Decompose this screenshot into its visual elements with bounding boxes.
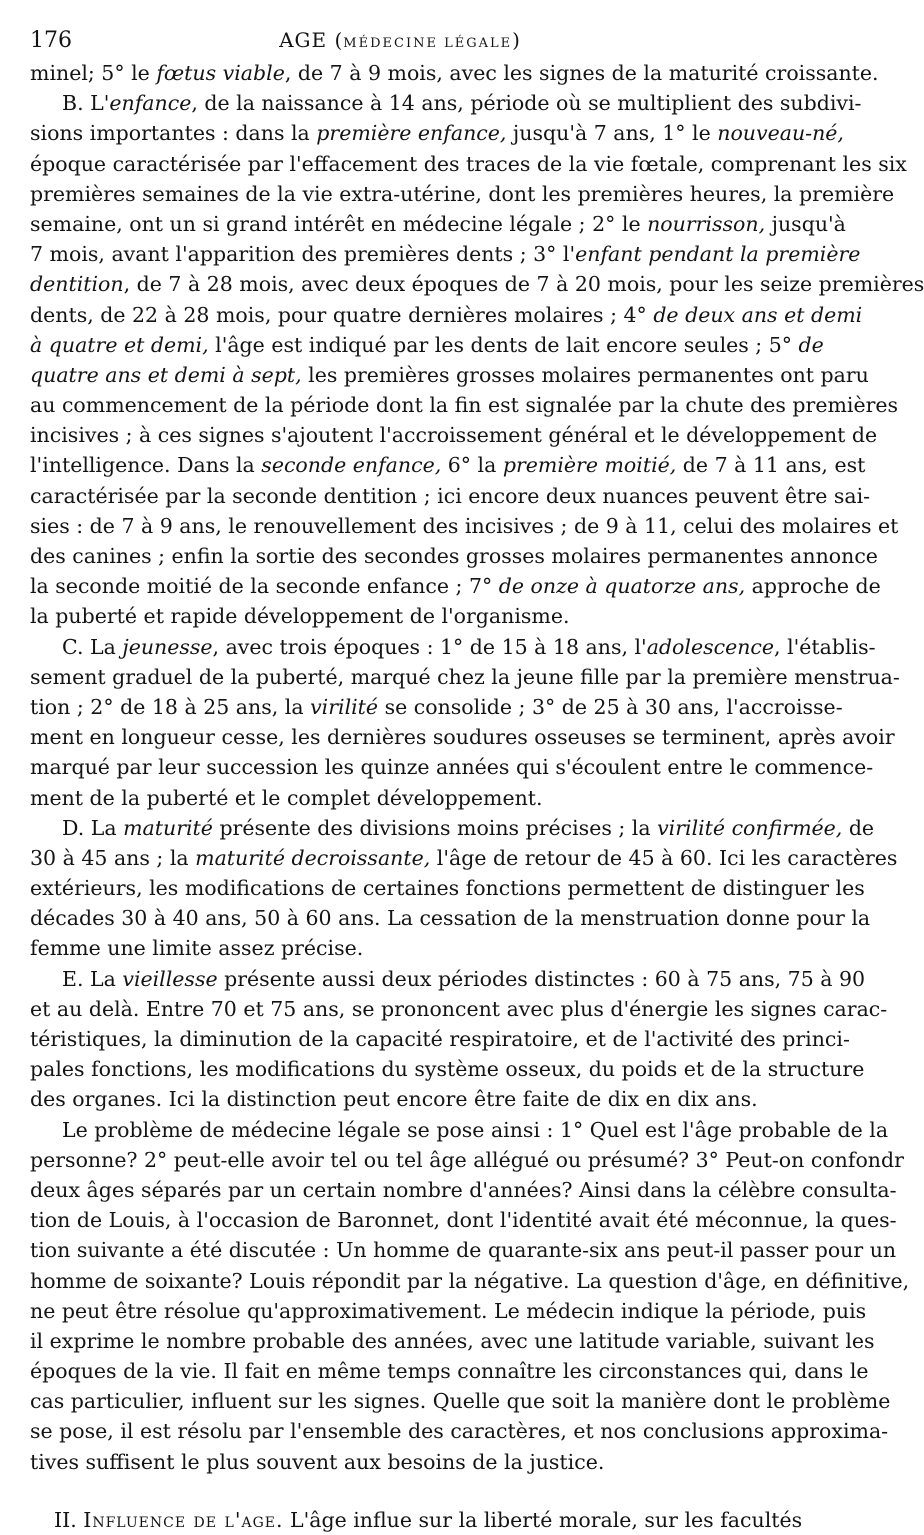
italic-term: de deux ans et demi [653,302,863,327]
text-run: l'intelligence. Dans la [30,453,262,478]
text-run: incisives ; à ces signes s'ajoutent l'accroissement général et le développement de [30,423,878,448]
text-line [30,813,875,843]
italic-term: première moitié, [502,453,677,478]
text-run: E. La [62,966,123,991]
text-run: deux âges séparés par un certain nombre d'années? Ainsi dans la célèbre consulta- [30,1177,897,1202]
text-run: , l'établis- [774,634,876,659]
italic-term: enfance [109,91,192,116]
text-line [30,632,876,662]
text-line [30,903,871,933]
text-run: Le problème de médecine légale se pose ainsi : 1° Quel est l'âge probable de la [62,1117,889,1142]
text-run: dents, de 22 à 28 mois, pour quatre dernières molaires ; 4° [30,302,654,327]
text-run: 7 mois, avant l'apparition des premières dents ; 3° l' [30,242,576,267]
text-run: personne? 2° peut-elle avoir tel ou tel âge allégué ou présumé? 3° Peut-on confondr [30,1147,904,1172]
text-line [30,1296,867,1326]
text-run: 6° la [441,453,503,478]
text-run: époques de la vie. Il fait en même temps connaître les circonstances qui, dans le [30,1359,869,1384]
text-line [30,843,898,873]
text-line [30,1356,869,1386]
text-run: de [842,815,875,840]
text-run: sement graduel de la puberté, marqué chez la jeune fille par la première menstrua- [30,664,900,689]
text-line [30,149,907,179]
page-number: 176 [30,28,72,53]
text-line [30,1115,889,1145]
text-line [30,88,862,118]
italic-term: enfant pendant la première [575,242,861,267]
italic-term: maturité [123,815,213,840]
italic-term: à quatre et demi, [30,332,209,357]
text-line [30,390,899,420]
text-run: ment en longueur cesse, les dernières soudures osseuses se terminent, après avoir [30,725,895,750]
text-run: présente des divisions moins précises ; la [212,815,658,840]
text-line [30,450,866,480]
section-number: II. [54,1507,77,1532]
text-line [30,118,844,148]
text-run: les premières grosses molaires permanentes ont paru [301,362,869,387]
text-run: semaine, ont un si grand intérêt en médecine légale ; 2° le [30,211,648,236]
text-run: minel; 5° le [30,61,157,85]
text-run: , de 7 à 9 mois, avec les signes de la maturité croissante. [284,61,879,85]
text-run: B. L' [62,91,110,116]
text-run: au commencement de la période dont la fin est signalée par la chute des premières [30,393,899,418]
text-line [30,511,899,541]
text-run: et au delà. Entre 70 et 75 ans, se prononcent avec plus d'énergie les signes carac- [30,996,888,1021]
text-line [30,1205,897,1235]
text-run: femme une limite assez précise. [30,936,364,961]
text-line [30,1447,770,1477]
text-line [30,662,900,692]
text-run: , de la naissance à 14 ans, période où se multiplient des subdivi- [191,91,862,116]
text-run: caractérisée par la seconde dentition ; ici encore deux nuances peuvent être sai- [30,483,871,508]
text-line [30,1416,889,1446]
text-run: téristiques, la diminution de la capacité respiratoire, et de l'activité des princi- [30,1027,850,1051]
text-run: sions importantes : dans la [30,121,317,146]
running-title-main: AGE ( [279,28,344,52]
text-line [30,209,846,239]
text-line [30,1386,891,1416]
running-header [30,24,770,58]
text-line [30,269,924,299]
section-gap [30,1477,770,1505]
text-line [30,481,871,511]
text-run: sies : de 7 à 9 ans, le renouvellement des incisives ; de 9 à 11, celui des molaires et [30,513,899,538]
body-text [30,58,924,1477]
text-line [30,300,863,330]
text-line [30,1326,875,1356]
text-run: ne peut être résolue qu'approximativement. Le médecin indique la période, puis [30,1298,867,1323]
italic-term: jeunesse [122,634,213,659]
text-run: extérieurs, les modifications de certaines fonctions permettent de distinguer les [30,876,865,901]
running-title-sub: MÉDECINE LÉGALE [343,36,513,51]
text-line [30,783,770,813]
text-line [30,994,888,1024]
italic-term: virilité confirmée, [657,815,843,840]
italic-term: dentition [30,272,124,297]
text-run: des canines ; enfin la sortie des secondes grosses molaires permanentes annonce [30,544,878,568]
text-run: C. La [62,634,123,659]
section-lead-text: L'âge influe sur la liberté morale, sur les facultés [283,1507,803,1532]
text-line [30,179,895,209]
text-run: il exprime le nombre probable des années, avec une latitude variable, suivant les [30,1328,875,1353]
text-run: décades 30 à 40 ans, 50 à 60 ans. La cessation de la menstruation donne pour la [30,906,871,931]
text-line [30,1145,904,1175]
running-title [30,28,770,52]
text-line [30,964,866,994]
italic-term: nourrisson, [647,211,766,236]
italic-term: première enfance, [316,121,507,146]
text-line [30,1175,897,1205]
text-line [30,330,824,360]
text-line [30,722,895,752]
text-run: l'âge de retour de 45 à 60. Ici les caractères [430,845,898,870]
running-title-close: ) [512,28,521,52]
italic-term: seconde enfance, [261,453,442,478]
text-run: tion de Louis, à l'occasion de Baronnet, dont l'identité avait été méconnue, la ques- [30,1208,897,1233]
text-run: , de 7 à 28 mois, avec deux époques de 7 à 20 mois, pour les seize premières [123,272,924,297]
text-line [30,1054,865,1084]
text-line [30,571,881,601]
text-line [30,1084,770,1114]
italic-term: de [798,332,824,357]
text-run: tives suffisent le plus souvent aux besoins de la justice. [30,1449,605,1474]
text-run: se pose, il est résolu par l'ensemble des caractères, et nos conclusions approxima- [30,1419,889,1444]
italic-term: de onze à quatorze ans, [498,574,746,599]
text-run: tion ; 2° de 18 à 25 ans, la [30,694,311,719]
text-run: jusqu'à [765,211,846,236]
italic-term: vieillesse [122,966,218,991]
text-run: se consolide ; 3° de 25 à 30 ans, l'accroisse- [378,694,843,719]
italic-term: fœtus viable [156,61,285,85]
text-line [30,752,874,782]
text-run: de 7 à 11 ans, est [676,453,866,478]
italic-term: nouveau-né, [717,121,844,146]
text-line [30,239,861,269]
text-line [30,1024,850,1054]
text-run: époque caractérisée par l'effacement des traces de la vie fœtale, comprenant les six [30,151,907,176]
text-run: , avec trois époques : 1° de 15 à 18 ans, l' [212,634,647,659]
italic-term: adolescence [646,634,775,659]
text-run: la seconde moitié de la seconde enfance ; 7° [30,574,499,599]
text-run: premières semaines de la vie extra-utérine, dont les premières heures, la première [30,181,895,206]
text-line [30,692,843,722]
text-run: marqué par leur succession les quinze années qui s'écoulent entre le commence- [30,755,874,780]
text-line [30,541,878,571]
text-line [30,1266,910,1296]
text-line [30,601,770,631]
section-title: Influence de l'age. [83,1507,284,1532]
text-run: présente aussi deux périodes distinctes : 60 à 75 ans, 75 à 90 [217,966,866,991]
text-run: approche de [745,574,881,599]
text-line [30,420,878,450]
text-run: tion suivante a été discutée : Un homme de quarante-six ans peut-il passer pour un [30,1238,897,1263]
text-run: jusqu'à 7 ans, 1° le [506,121,718,146]
text-line [30,873,865,903]
italic-term: virilité [310,694,379,719]
text-line [30,1235,897,1265]
text-run: D. La [62,815,124,840]
text-line [30,58,879,88]
text-run: 30 à 45 ans ; la [30,845,196,870]
text-run: la puberté et rapide développement de l'organisme. [30,604,570,629]
text-run: homme de soixante? Louis répondit par la négative. La question d'âge, en définitive, [30,1268,910,1293]
text-run: pales fonctions, les modifications du système osseux, du poids et de la structure [30,1057,865,1082]
text-run: des organes. Ici la distinction peut encore être faite de dix en dix ans. [30,1087,758,1112]
section-heading-line [30,1505,803,1535]
italic-term: quatre ans et demi à sept, [30,362,302,387]
italic-term: maturité decroissante, [195,845,431,870]
text-run: cas particulier, influent sur les signes. Quelle que soit la manière dont le problème [30,1389,891,1414]
text-line [30,360,869,390]
text-line [30,933,770,963]
text-run: l'âge est indiqué par les dents de lait encore seules ; 5° [208,332,799,357]
text-run: ment de la puberté et le complet développement. [30,785,543,810]
